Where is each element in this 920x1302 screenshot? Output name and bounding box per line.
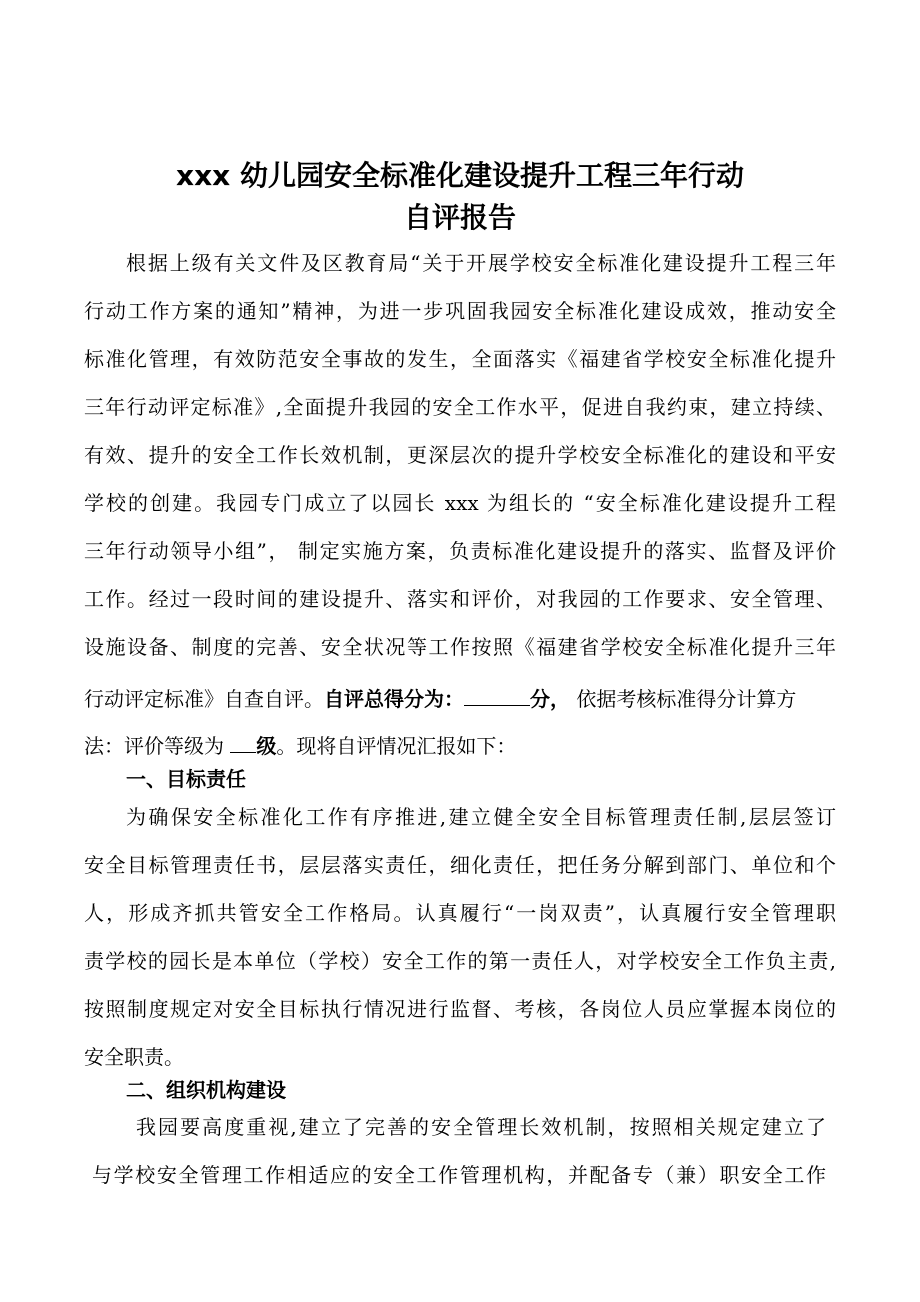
document-title-line-2: 自评报告 [403, 201, 516, 234]
intro-line: 三年行动领导小组”， 制定实施方案，负责标准化建设提升的落实、监督及评价 [84, 539, 836, 563]
section-1-line: 安全职责。 [84, 1045, 184, 1069]
intro-line: 工作。经过一段时间的建设提升、落实和评价，对我园的工作要求、安全管理、 [84, 587, 836, 611]
intro-line: 学校的创建。我园专门成立了以园长 xxx 为组长的 “安全标准化建设提升工程 [84, 491, 836, 515]
section-2-line: 与学校安全管理工作相适应的安全工作管理机构，并配备专（兼）职安全工作 [92, 1163, 826, 1187]
document-title-line-1: xxx 幼儿园安全标准化建设提升工程三年行动 [176, 159, 744, 192]
intro-line: 设施设备、制度的完善、安全状况等工作按照《福建省学校安全标准化提升三年 [84, 635, 836, 659]
intro-line: 三年行动评定标准》,全面提升我园的安全工作水平，促进自我约束，建立持续、 [84, 395, 836, 419]
score-line [0, 686, 920, 712]
section-1-line: 责学校的园长是本单位（学校）安全工作的第一责任人，对学校安全工作负主责, [84, 949, 836, 973]
level-line-prefix: 法：评价等级为 [84, 734, 231, 758]
section-1-line: 人，形成齐抓共管安全工作格局。认真履行“一岗双责”，认真履行安全管理职 [84, 901, 836, 925]
score-unit: 分， [530, 687, 570, 711]
score-line-prefix: 行动评定标准》自查自评。 [84, 687, 324, 711]
section-heading-organization: 二、组织机构建设 [126, 1078, 286, 1102]
score-line-suffix: 依据考核标准得分计算方 [570, 687, 797, 711]
level-blank [230, 734, 256, 753]
level-line [0, 733, 920, 759]
score-blank [464, 687, 530, 706]
intro-line: 行动工作方案的通知”精神，为进一步巩固我园安全标准化建设成效，推动安全 [84, 299, 836, 323]
level-line-suffix: 。现将自评情况汇报如下： [276, 734, 517, 758]
section-2-line: 我园要高度重视,建立了完善的安全管理长效机制，按照相关规定建立了 [136, 1115, 826, 1139]
section-heading-target-responsibility: 一、目标责任 [126, 767, 246, 791]
section-1-line: 按照制度规定对安全目标执行情况进行监督、考核，各岗位人员应掌握本岗位的 [84, 997, 836, 1021]
section-1-line: 安全目标管理责任书，层层落实责任，细化责任，把任务分解到部门、单位和个 [84, 853, 836, 877]
score-label: 自评总得分为： [324, 687, 464, 711]
section-1-line: 为确保安全标准化工作有序推进,建立健全安全目标管理责任制,层层签订 [126, 805, 836, 829]
intro-line: 标准化管理，有效防范安全事故的发生，全面落实《福建省学校安全标准化提升 [84, 347, 836, 371]
intro-line: 根据上级有关文件及区教育局“关于开展学校安全标准化建设提升工程三年 [126, 251, 836, 275]
intro-line: 有效、提升的安全工作长效机制，更深层次的提升学校安全标准化的建设和平安 [84, 443, 836, 467]
level-unit: 级 [256, 734, 277, 758]
